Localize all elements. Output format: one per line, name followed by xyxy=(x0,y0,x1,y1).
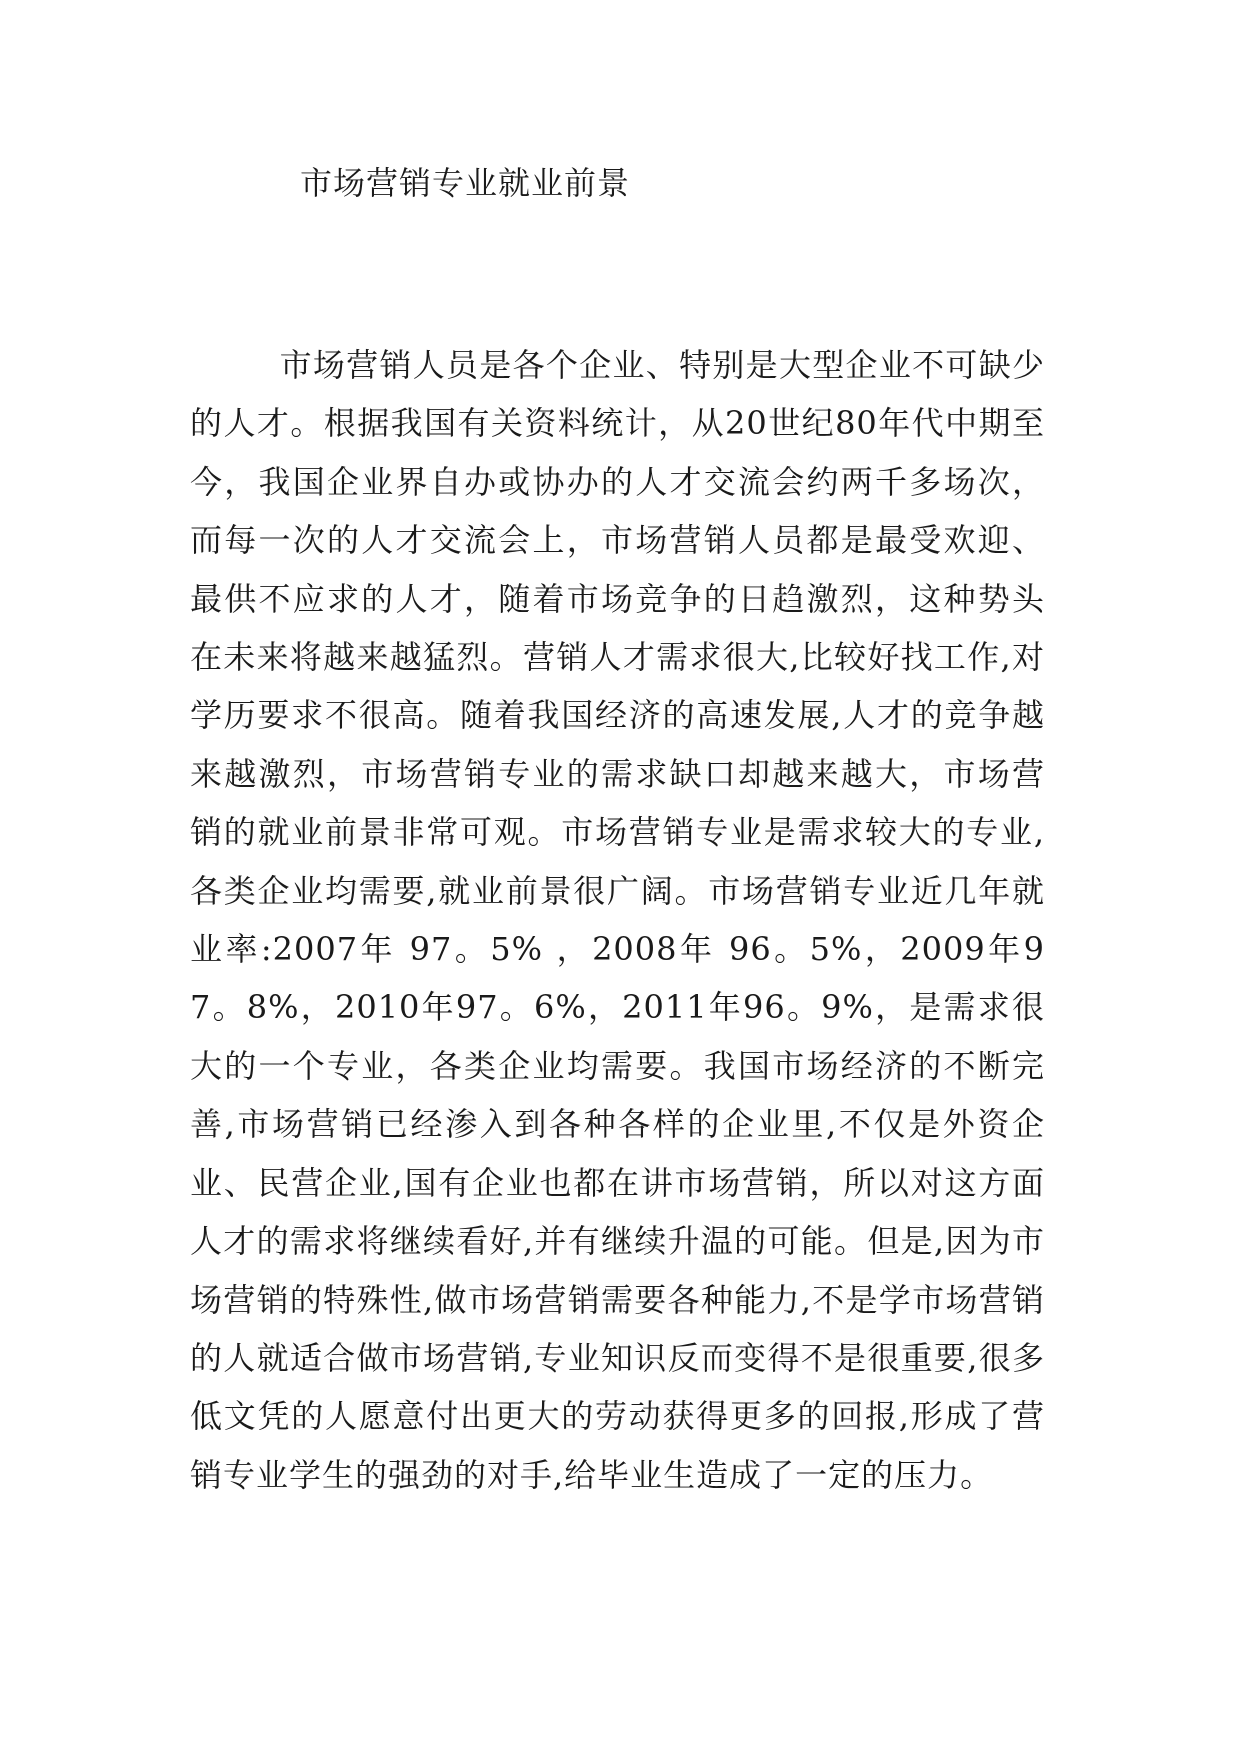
document-title: 市场营销专业就业前景 xyxy=(300,164,631,202)
body-paragraph: 市场营销人员是各个企业、特别是大型企业不可缺少的人才。根据我国有关资料统计，从20世纪80年代中期至今，我国企业界自办或协办的人才交流会约两千多场次，而每一次的人才交流会上，市场营销人员都是最受欢迎、最供不应求的人才，随着市场竞争的日趋激烈，这种势头在未来将越来越猛烈。营销人才需求很大,比较好找工作,对学历要求不很高。随着我国经济的高速发展,人才的竞争越来越激烈，市场营销专业的需求缺口却越来越大，市场营销的就业前景非常可观。市场营销专业是需求较大的专业,各类企业均需要,就业前景很广阔。市场营销专业近几年就业率:2007年 97。5% ，2008年 96。5%，2009年97。8%，2010年97。6%，2011年96。9%，是需求很大的一个专业，各类企业均需要。我国市场经济的不断完善,市场营销已经渗入到各种各样的企业里,不仅是外资企业、民营企业,国有企业也都在讲市场营销，所以对这方面人才的需求将继续看好,并有继续升温的可能。但是,因为市场营销的特殊性,做市场营销需要各种能力,不是学市场营销的人就适合做市场营销,专业知识反而变得不是很重要,很多低文凭的人愿意付出更大的劳动获得更多的回报,形成了营销专业学生的强劲的对手,给毕业生造成了一定的压力。 xyxy=(190,346,1045,1494)
